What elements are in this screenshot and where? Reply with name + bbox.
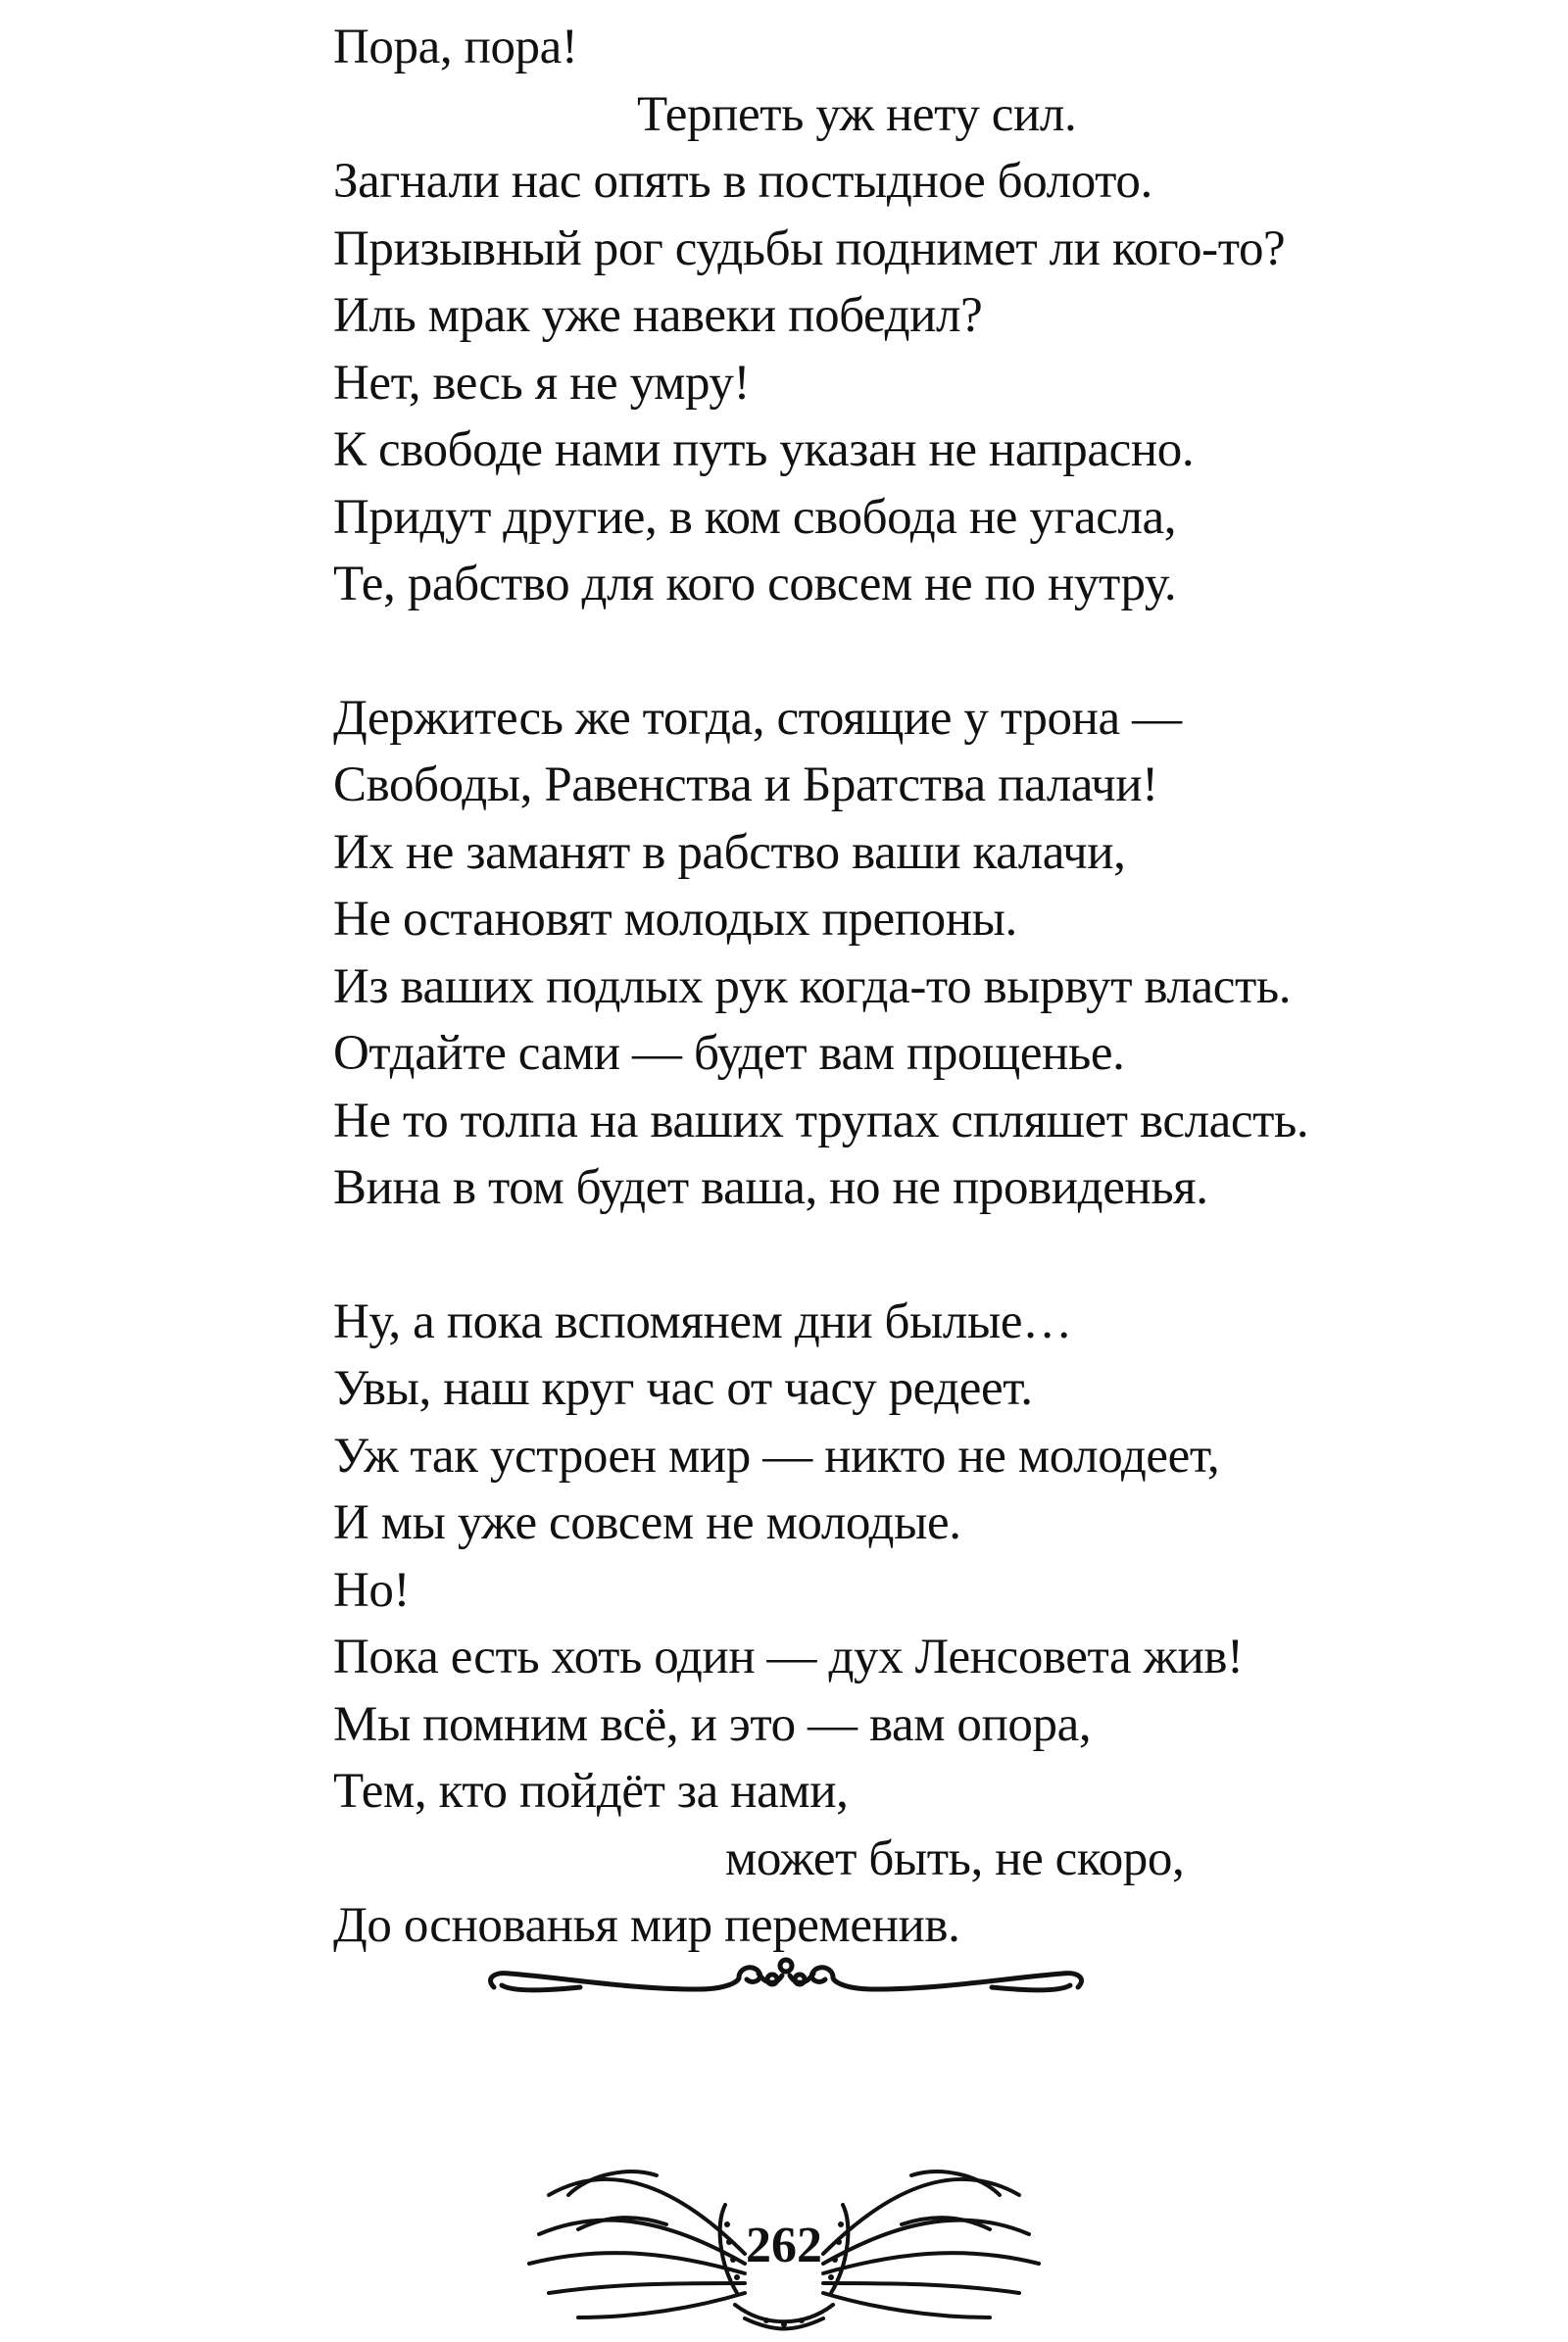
stanza [333, 1289, 1529, 1960]
poem-text [333, 14, 1529, 1960]
poem-line: Их не заманят в рабство ваши калачи, [333, 824, 1126, 880]
poem-line: Нет, весь я не умру! [333, 355, 751, 411]
poem-line: Терпеть уж нету сил. [637, 86, 1077, 142]
page-number: 262 [746, 2218, 822, 2273]
poem-line: Придут другие, в ком свобода не угасла, [333, 489, 1177, 545]
poem-line: К свободе нами путь указан не напрасно. [333, 422, 1195, 477]
poem-line: Загнали нас опять в постыдное болото. [333, 154, 1152, 209]
poem-line: Отдайте сами — будет вам прощенье. [333, 1026, 1125, 1081]
poem-line: Но! [333, 1562, 411, 1618]
poem-line: Увы, наш круг час от часу редеет. [333, 1361, 1033, 1416]
poem-line: Те, рабство для кого совсем не по нутру. [333, 557, 1177, 611]
poem-line: До основанья мир переменив. [333, 1898, 960, 1953]
stanza [333, 685, 1529, 1222]
poem-line: Уж так устроен мир — никто не молодеет, [333, 1428, 1220, 1484]
poem-line: Свободы, Равенства и Братства палачи! [333, 757, 1158, 812]
poem-line: Из ваших подлых рук когда-то вырвут власть. [333, 958, 1292, 1014]
poem-line: Не то толпа на ваших трупах спляшет всласть. [333, 1093, 1309, 1148]
poem-line: И мы уже совсем не молодые. [333, 1495, 961, 1550]
scroll-flourish-icon [482, 1950, 1090, 2009]
stanza [333, 14, 1529, 618]
poem-line: Держитесь же тогда, стоящие у трона — [333, 690, 1182, 746]
poem-line: Мы помним всё, и это — вам опора, [333, 1696, 1092, 1752]
poem-line: Не остановят молодых препоны. [333, 892, 1017, 947]
poem-line: Ну, а пока вспомянем дни былые… [333, 1293, 1072, 1349]
poem-line: Пора, пора! [333, 20, 578, 74]
poem-line: Призывный рог судьбы поднимет ли кого-то? [333, 220, 1286, 276]
poem-line: может быть, не скоро, [725, 1830, 1185, 1886]
poem-line: Пока есть хоть один — дух Ленсовета жив! [333, 1630, 1244, 1684]
poem-line: Тем, кто пойдёт за нами, [333, 1764, 849, 1819]
poem-line: Иль мрак уже навеки победил? [333, 288, 983, 343]
poem-line: Вина в том будет ваша, но не провиденья. [333, 1160, 1208, 1215]
page-number-ornament [510, 2136, 1058, 2337]
